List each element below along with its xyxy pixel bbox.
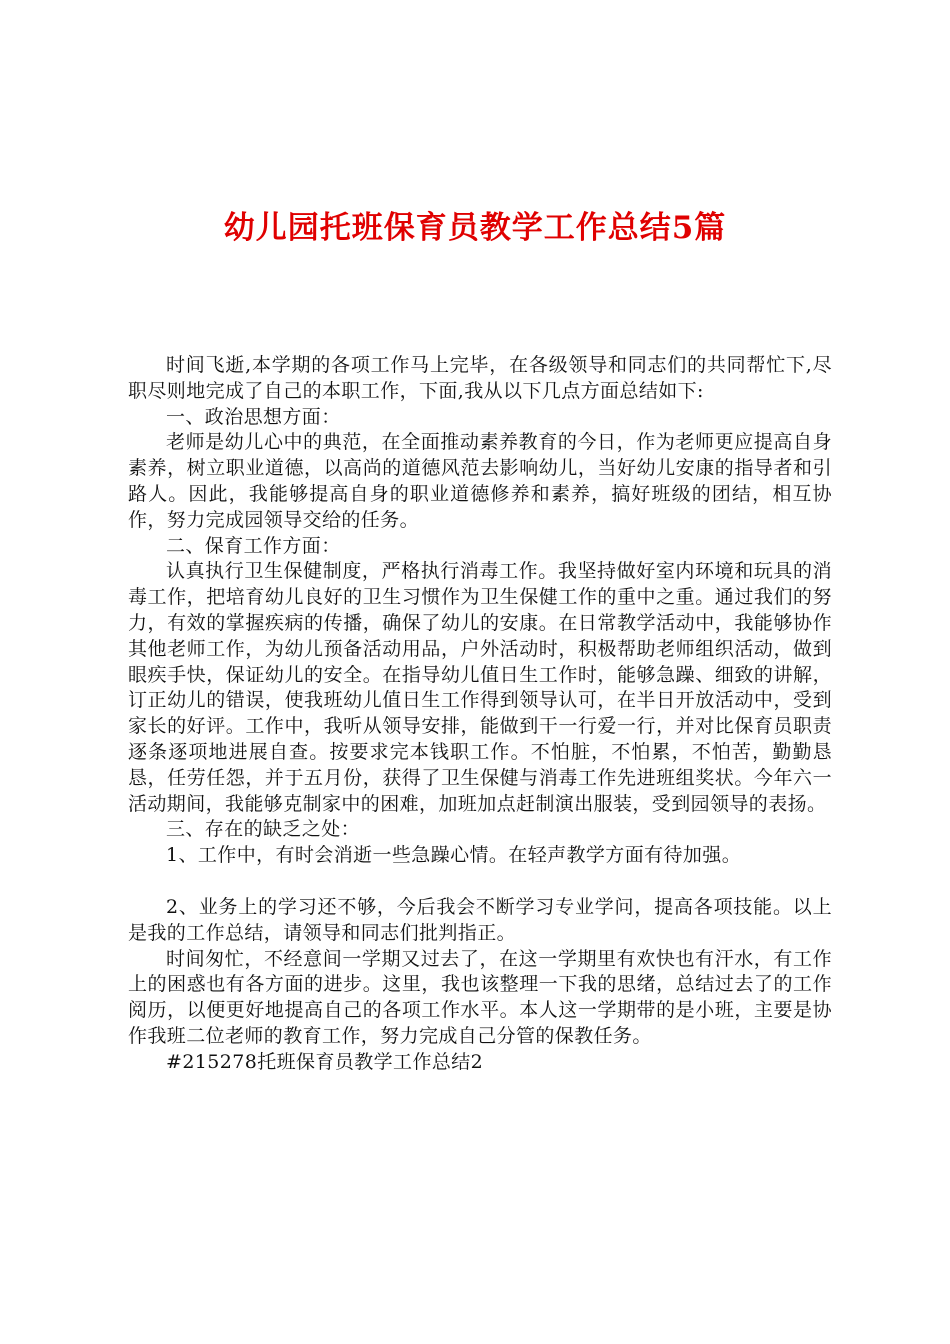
section-heading-care: 二、保育工作方面： bbox=[166, 534, 341, 557]
body-paragraph-intro: 时间飞逝,本学期的各项工作马上完毕，在各级领导和同志们的共同帮忙下,尽职尽则地完成了自己的本职工作，下面,我从以下几点方面总结如下: bbox=[128, 354, 832, 402]
body-paragraph-politics: 老师是幼儿心中的典范，在全面推动素养教育的今日，作为老师更应提高自身素养，树立职业道德，以高尚的道德风范去影响幼儿，当好幼儿安康的指导者和引路人。因此，我能够提高自身的职业道德修养和素养，搞好班级的团结，相互协作，努力完成园领导交给的任务。 bbox=[128, 431, 832, 531]
paragraph-gap bbox=[128, 869, 832, 895]
body-paragraph-care: 认真执行卫生保健制度，严格执行消毒工作。我坚持做好室内环境和玩具的消毒工作，把培育幼儿良好的卫生习惯作为卫生保健工作的重中之重。通过我们的努力，有效的掌握疾病的传播，确保了幼儿的安康。在日常教学活动中，我能够协作其他老师工作，为幼儿预备活动用品，户外活动时，积极帮助老师组织活动，做到眼疾手快，保证幼儿的安全。在指导幼儿值日生工作时，能够急躁、细致的讲解，订正幼儿的错误，使我班幼儿值日生工作得到领导认可，在半日开放活动中，受到家长的好评。工作中，我听从领导安排，能做到干一行爱一行，并对比保育员职责逐条逐项地进展自查。按要求完本钱职工作。不怕脏，不怕累，不怕苦，勤勤恳恳，任劳任怨，并于五月份，获得了卫生保健与消毒工作先进班组奖状。今年六一活动期间，我能够克制家中的困难，加班加点赶制演出服装，受到园领导的表扬。 bbox=[128, 560, 832, 815]
section-heading-shortcomings: 三、存在的缺乏之处： bbox=[166, 818, 361, 841]
section-heading-politics: 一、政治思想方面： bbox=[166, 405, 341, 428]
document-body bbox=[128, 353, 832, 1076]
body-paragraph-summary: 时间匆忙，不经意间一学期又过去了，在这一学期里有欢快也有汗水，有工作上的困惑也有各方面的进步。这里，我也该整理一下我的思绪，总结过去了的工作阅历，以便更好地提高自己的各项工作水平。本人这一学期带的是小班，主要是协作我班二位老师的教育工作，努力完成自己分管的保教任务。 bbox=[128, 947, 832, 1047]
section-heading-part-2: #215278托班保育员教学工作总结2 bbox=[166, 1050, 484, 1073]
list-item-shortcoming-1: 1、工作中，有时会消逝一些急躁心情。在轻声教学方面有待加强。 bbox=[166, 844, 742, 867]
document-title: 幼儿园托班保育员教学工作总结5篇 bbox=[223, 210, 727, 246]
list-item-shortcoming-2: 2、业务上的学习还不够，今后我会不断学习专业学问，提高各项技能。以上是我的工作总结，请领导和同志们批判指正。 bbox=[128, 895, 832, 944]
